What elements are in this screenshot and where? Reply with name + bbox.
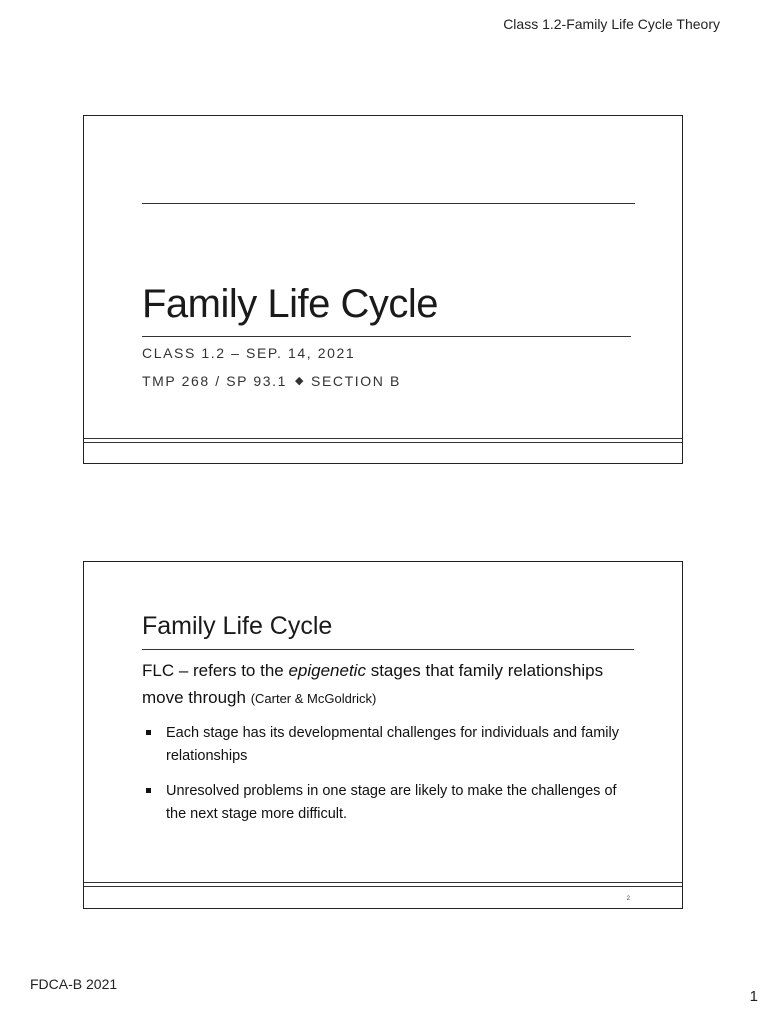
flc-lead: FLC – refers to the — [142, 661, 289, 680]
slide-1-subtitle-line1: CLASS 1.2 – SEP. 14, 2021 — [142, 345, 356, 361]
bullet-square-icon — [146, 730, 151, 735]
flc-emphasis: epigenetic — [288, 661, 366, 680]
bottom-double-rule — [84, 438, 682, 443]
slide-1-subtitle-line2 — [142, 373, 401, 389]
slide-2-title: Family Life Cycle — [142, 612, 333, 640]
flc-rest: stages that family relationships move through — [142, 661, 604, 707]
slide-1 — [83, 115, 683, 464]
section-label: SECTION B — [311, 373, 401, 389]
title-underline — [142, 336, 631, 337]
bullet-square-icon — [146, 788, 151, 793]
course-codes: TMP 268 / SP 93.1 — [142, 373, 287, 389]
list-item — [142, 780, 632, 826]
slide-2 — [83, 561, 683, 909]
footer-label: FDCA-B 2021 — [30, 976, 118, 992]
slide-number: 2 — [626, 896, 630, 902]
page-number: 1 — [749, 988, 758, 1005]
top-rule — [142, 203, 635, 204]
diamond-icon: ◆ — [294, 375, 306, 387]
bullet-text: Unresolved problems in one stage are likely to make the challenges of the next stage more difficult. — [166, 783, 617, 822]
slide-1-title: Family Life Cycle — [142, 282, 439, 326]
title-underline — [142, 649, 634, 650]
list-item — [142, 722, 632, 768]
bottom-double-rule — [84, 882, 682, 887]
flc-definition — [142, 657, 622, 712]
page-header-title: Class 1.2-Family Life Cycle Theory — [503, 16, 720, 32]
flc-citation: (Carter & McGoldrick) — [250, 691, 377, 706]
bullet-list — [142, 722, 632, 838]
bullet-text: Each stage has its developmental challenges for individuals and family relationships — [166, 725, 619, 764]
